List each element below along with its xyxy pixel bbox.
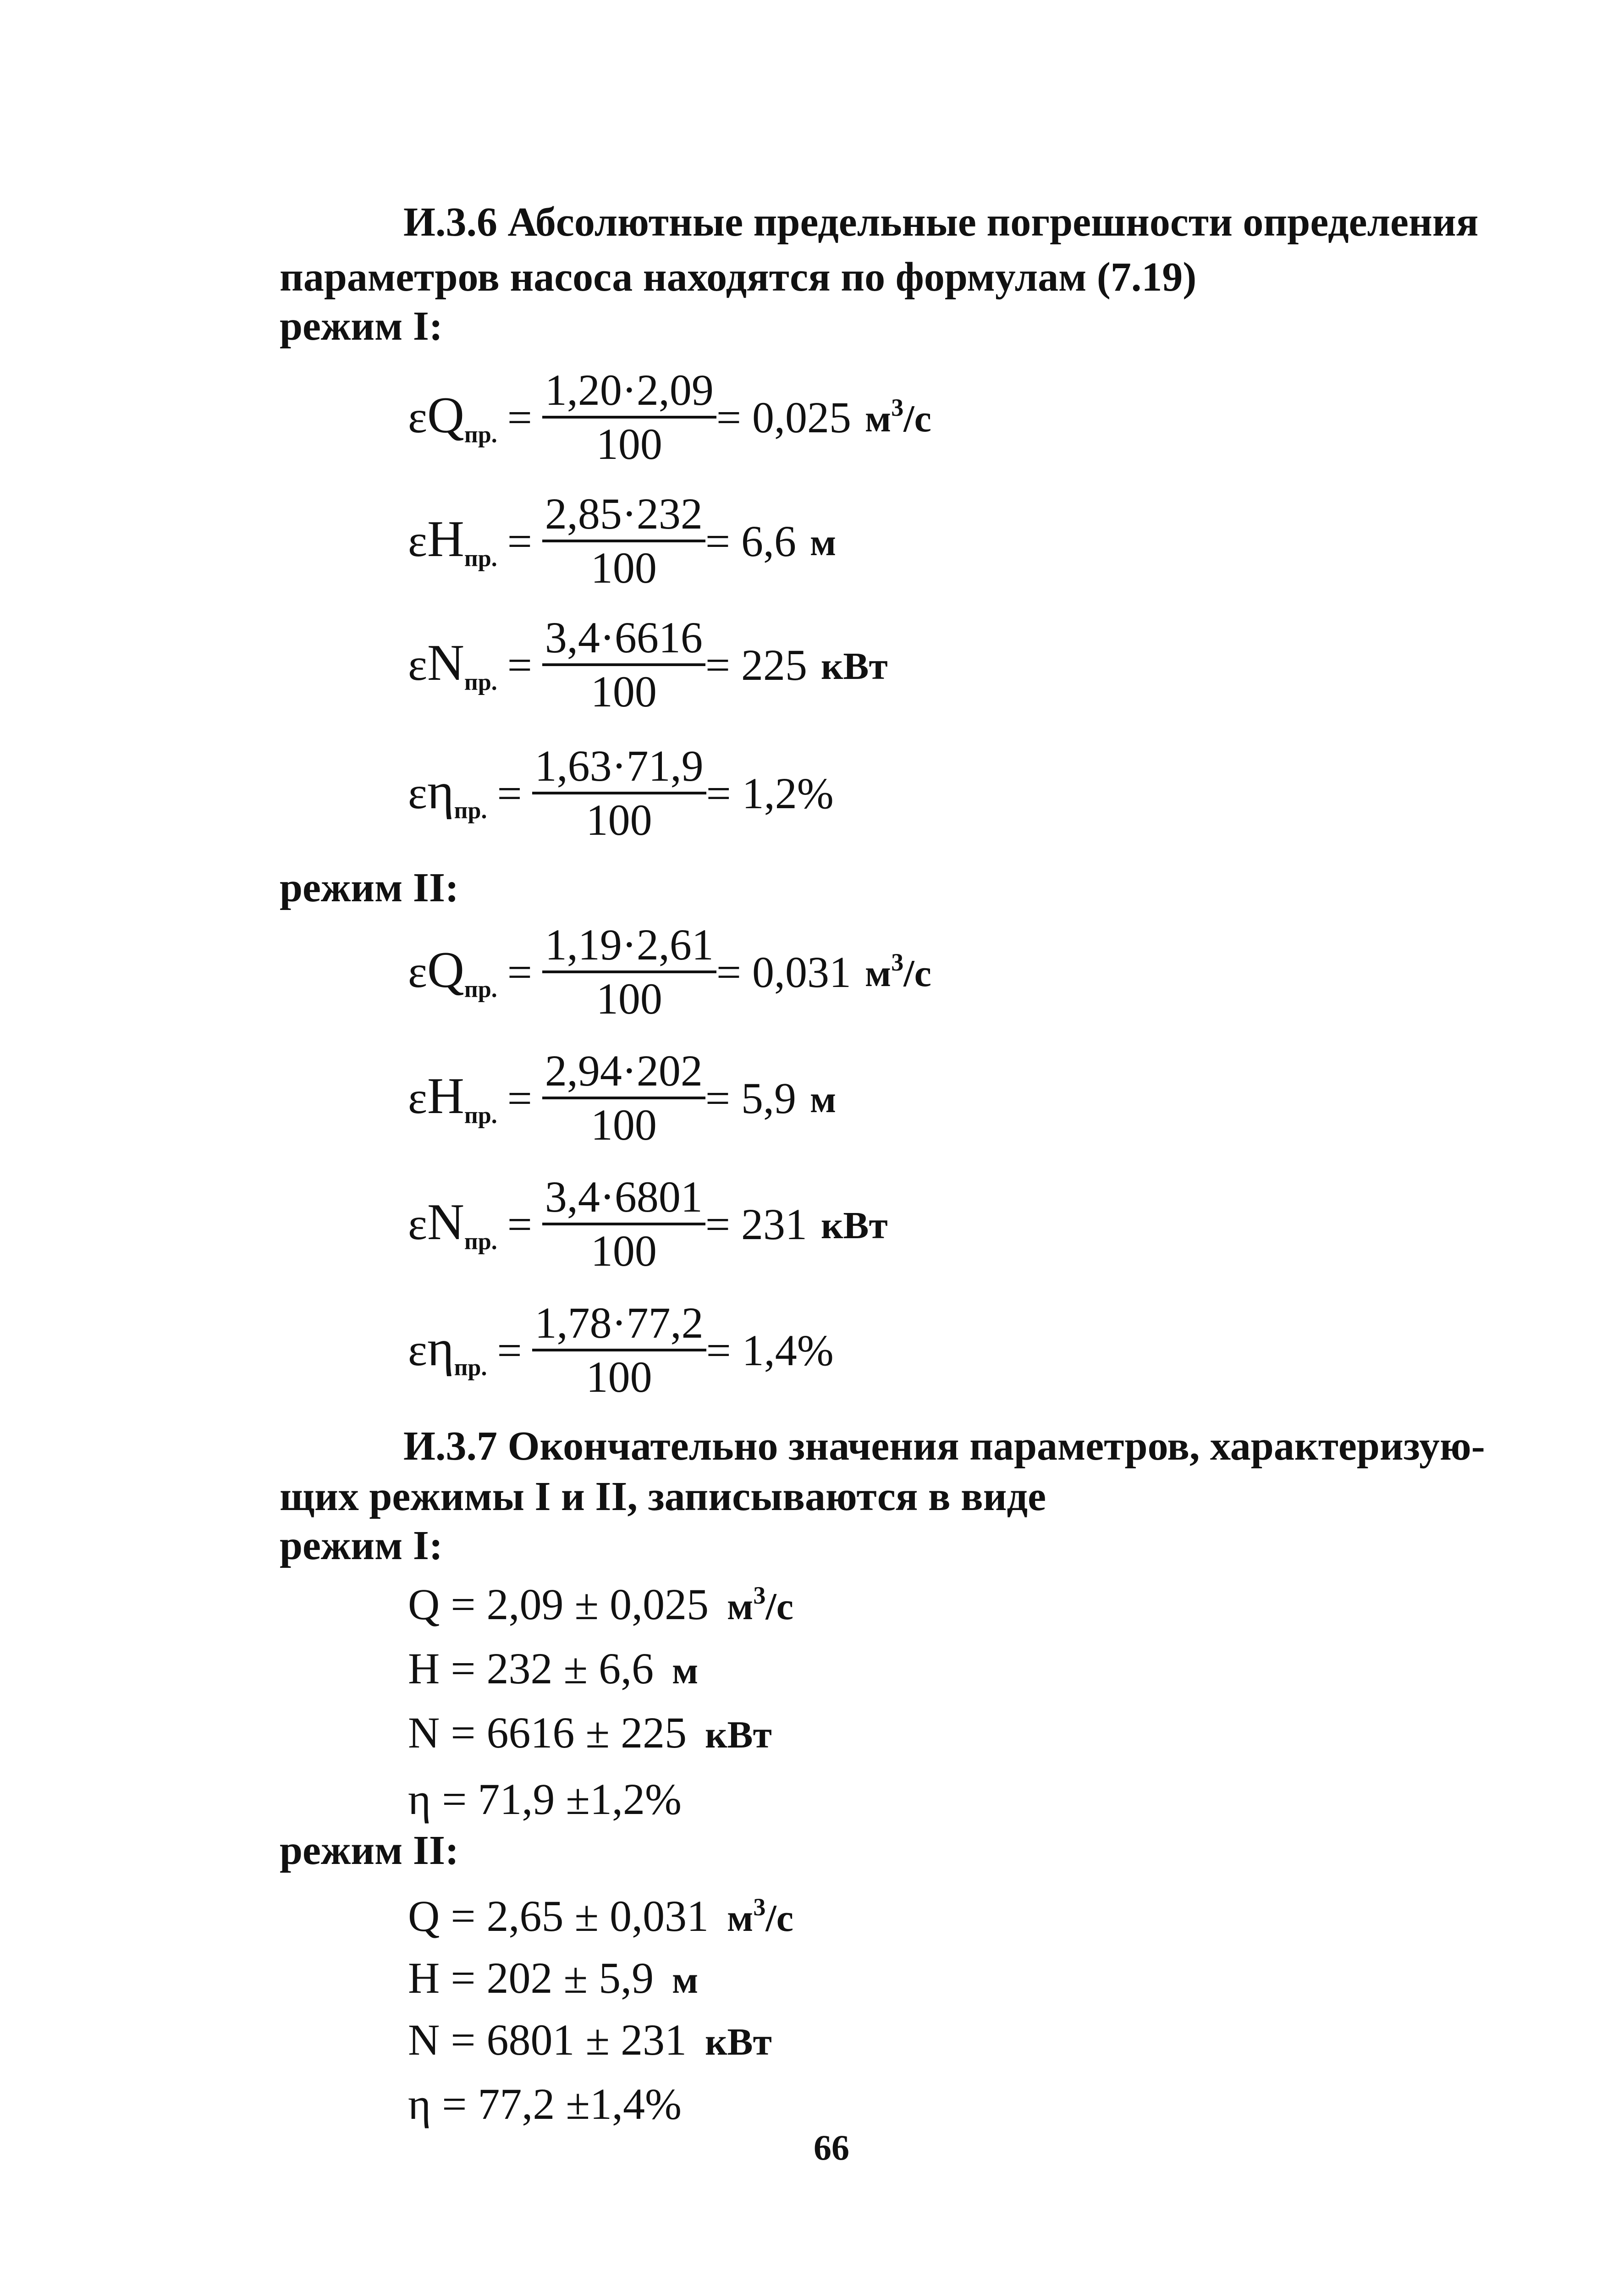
formula-symbol: $\varepsilon Q_{пр.}$ [408, 942, 497, 1003]
formula-symbol: $\varepsilon N_{пр.}$ [408, 1194, 497, 1255]
formula-symbol: $\varepsilon\eta_{пр.}$ [408, 763, 487, 824]
formula-row: $\varepsilon\eta_{пр.}$ = 1,63·71,9 100 = 1,2% [408, 724, 848, 862]
numerator: 3,4·6801 [545, 1172, 703, 1221]
formula-result: = 0,031 [716, 947, 852, 997]
fraction [542, 612, 705, 717]
final-value-line: N = 6616 ± 225 кВт [408, 1708, 772, 1757]
final-value-line: η = 77,2 ±1,4% [408, 2079, 682, 2128]
formula-result: = 6,6 [705, 516, 797, 566]
final-value-line: H = 232 ± 6,6 м [408, 1644, 699, 1693]
final-value-line: Q = 2,09 ± 0,025 $м^3/с$ [408, 1580, 793, 1629]
final-mode2-label: режим II: [280, 1828, 459, 1873]
numerator: 2,85·232 [545, 489, 703, 538]
fraction [532, 1297, 706, 1403]
formula-symbol: $\varepsilon H_{пр.}$ [408, 1068, 497, 1129]
formula-unit: м [810, 521, 837, 564]
fraction [542, 1045, 705, 1151]
formula-row: $\varepsilon\eta_{пр.}$ = 1,78·77,2 100 = 1,4% [408, 1281, 848, 1419]
numerator: 1,20·2,09 [545, 365, 714, 414]
numerator: 2,94·202 [545, 1046, 703, 1095]
denominator: 100 [586, 1352, 652, 1401]
mode2-label: режим II: [280, 865, 459, 910]
formula-unit: $м^3/с$ [865, 948, 931, 995]
numerator: 1,19·2,61 [545, 920, 714, 969]
section-37-line1: И.3.7 Окончательно значения параметров, характеризую- [403, 1423, 1485, 1469]
formula-result: = 5,9 [705, 1073, 797, 1123]
denominator: 100 [596, 419, 662, 469]
formula-unit: кВт [821, 1204, 888, 1247]
final-value-line: η = 71,9 ±1,2% [408, 1775, 682, 1824]
numerator: 3,4·6616 [545, 613, 703, 662]
formula-result: = 231 [705, 1199, 808, 1249]
denominator: 100 [586, 795, 652, 844]
denominator: 100 [590, 1100, 657, 1149]
final-value-line: N = 6801 ± 231 кВт [408, 2015, 772, 2064]
formula-row: $\varepsilon H_{пр.}$ = 2,85·232 100 = 6,6 м [408, 472, 836, 610]
final-value-line: Q = 2,65 ± 0,031 $м^3/с$ [408, 1891, 793, 1941]
denominator: 100 [590, 1226, 657, 1275]
fraction [542, 919, 716, 1025]
formula-symbol: $\varepsilon\eta_{пр.}$ [408, 1320, 487, 1381]
fraction [542, 1171, 705, 1277]
formula-symbol: $\varepsilon Q_{пр.}$ [408, 387, 497, 448]
formula-result: = 225 [705, 640, 808, 689]
formula-symbol: $\varepsilon H_{пр.}$ [408, 511, 497, 572]
final-mode1-label: режим I: [280, 1523, 443, 1568]
denominator: 100 [590, 543, 657, 592]
formula-unit: кВт [821, 645, 888, 688]
formula-result: = 1,4% [706, 1325, 834, 1375]
denominator: 100 [590, 667, 657, 716]
section-36-line2: параметров насоса находятся по формулам (7.19) [280, 254, 1197, 300]
denominator: 100 [596, 974, 662, 1023]
formula-row: $\varepsilon N_{пр.}$ = 3,4·6616 100 = 225 кВт [408, 596, 888, 733]
numerator: 1,63·71,9 [534, 741, 704, 790]
formula-row: $\varepsilon Q_{пр.}$ = 1,20·2,09 100 = 0,025 $м^3/с$ [408, 348, 931, 486]
fraction [532, 740, 706, 846]
formula-unit: м [810, 1078, 837, 1121]
formula-symbol: $\varepsilon N_{пр.}$ [408, 634, 497, 695]
fraction [542, 488, 705, 594]
section-37-line2: щих режимы I и II, записываются в виде [280, 1474, 1046, 1519]
formula-unit: $м^3/с$ [865, 394, 931, 440]
formula-row: $\varepsilon H_{пр.}$ = 2,94·202 100 = 5,9 м [408, 1029, 836, 1167]
formula-result: = 0,025 [716, 392, 852, 442]
final-value-line: H = 202 ± 5,9 м [408, 1953, 699, 2002]
mode1-label: режим I: [280, 303, 443, 349]
page-number: 66 [814, 2128, 849, 2167]
fraction [542, 364, 716, 470]
formula-result: = 1,2% [706, 768, 834, 818]
section-36-line1: И.3.6 Абсолютные предельные погрешности определения [403, 199, 1479, 245]
formula-row: $\varepsilon N_{пр.}$ = 3,4·6801 100 = 231 кВт [408, 1155, 888, 1293]
numerator: 1,78·77,2 [534, 1298, 704, 1347]
formula-row: $\varepsilon Q_{пр.}$ = 1,19·2,61 100 = 0,031 $м^3/с$ [408, 903, 931, 1041]
